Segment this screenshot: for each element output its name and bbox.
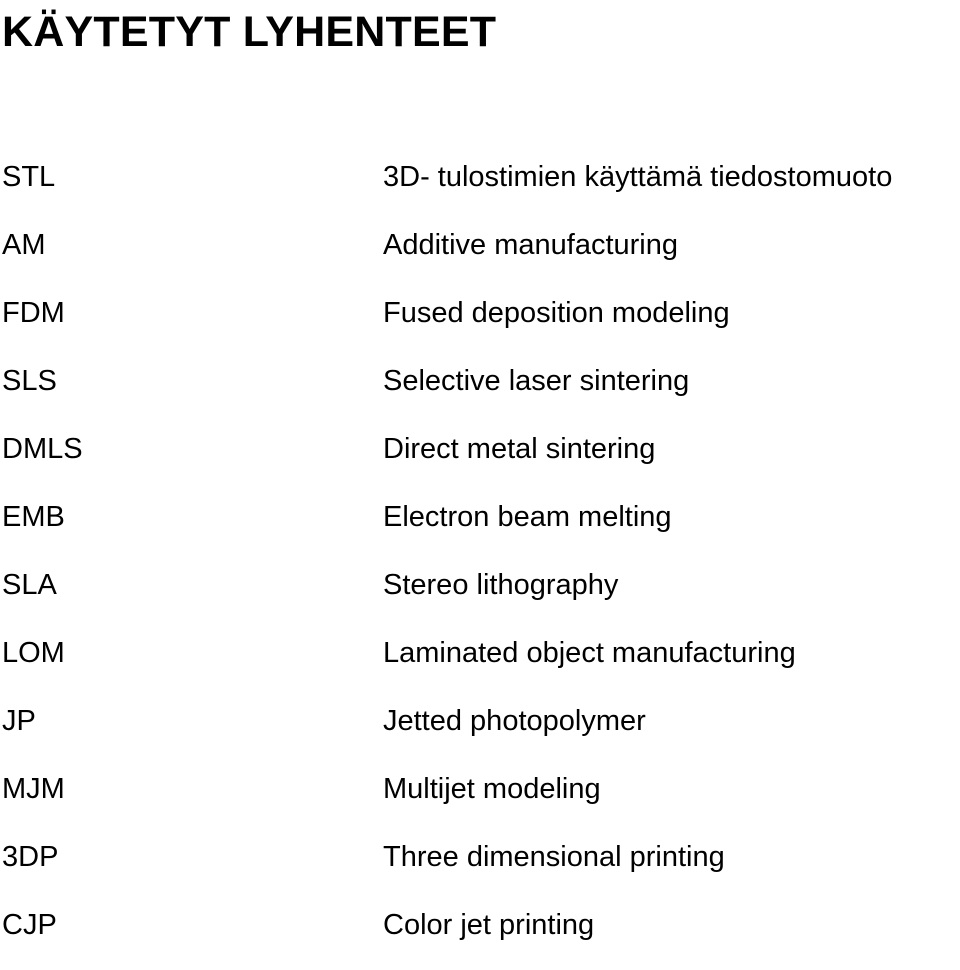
abbreviation-definition: Jetted photopolymer	[383, 705, 646, 737]
abbreviation-row	[0, 222, 960, 290]
abbreviation-definition: Stereo lithography	[383, 569, 619, 601]
abbreviation-row	[0, 426, 960, 494]
abbreviation-row	[0, 290, 960, 358]
abbreviation-row	[0, 766, 960, 834]
abbreviation-term: SLA	[2, 569, 57, 601]
abbreviation-definition: Fused deposition modeling	[383, 297, 730, 329]
abbreviation-row	[0, 902, 960, 970]
abbreviation-row	[0, 834, 960, 902]
abbreviation-definition: Selective laser sintering	[383, 365, 690, 397]
abbreviation-definition: Color jet printing	[383, 909, 595, 941]
abbreviation-term: STL	[2, 161, 56, 193]
abbreviation-term: EMB	[2, 501, 65, 533]
abbreviation-term: CJP	[2, 909, 57, 941]
abbreviation-definition: Three dimensional printing	[383, 841, 725, 873]
abbreviation-row	[0, 154, 960, 222]
page-title: KÄYTETYT LYHENTEET	[2, 8, 497, 56]
abbreviation-term: AM	[2, 229, 46, 261]
abbreviation-definition: Electron beam melting	[383, 501, 672, 533]
abbreviation-row	[0, 494, 960, 562]
abbreviation-definition: 3D- tulostimien käyttämä tiedostomuoto	[383, 161, 893, 193]
abbreviation-row	[0, 562, 960, 630]
abbreviation-term: JP	[2, 705, 36, 737]
abbreviation-row	[0, 630, 960, 698]
abbreviation-row	[0, 698, 960, 766]
abbreviation-term: MJM	[2, 773, 65, 805]
abbreviation-row	[0, 358, 960, 426]
abbreviation-definition: Additive manufacturing	[383, 229, 678, 261]
abbreviation-definition: Multijet modeling	[383, 773, 601, 805]
abbreviation-term: FDM	[2, 297, 65, 329]
abbreviation-term: LOM	[2, 637, 65, 669]
abbreviation-term: SLS	[2, 365, 57, 397]
abbreviation-definition: Direct metal sintering	[383, 433, 656, 465]
abbreviation-term: DMLS	[2, 433, 83, 465]
abbreviation-list	[0, 154, 960, 970]
abbreviation-definition: Laminated object manufacturing	[383, 637, 796, 669]
abbreviation-term: 3DP	[2, 841, 59, 873]
